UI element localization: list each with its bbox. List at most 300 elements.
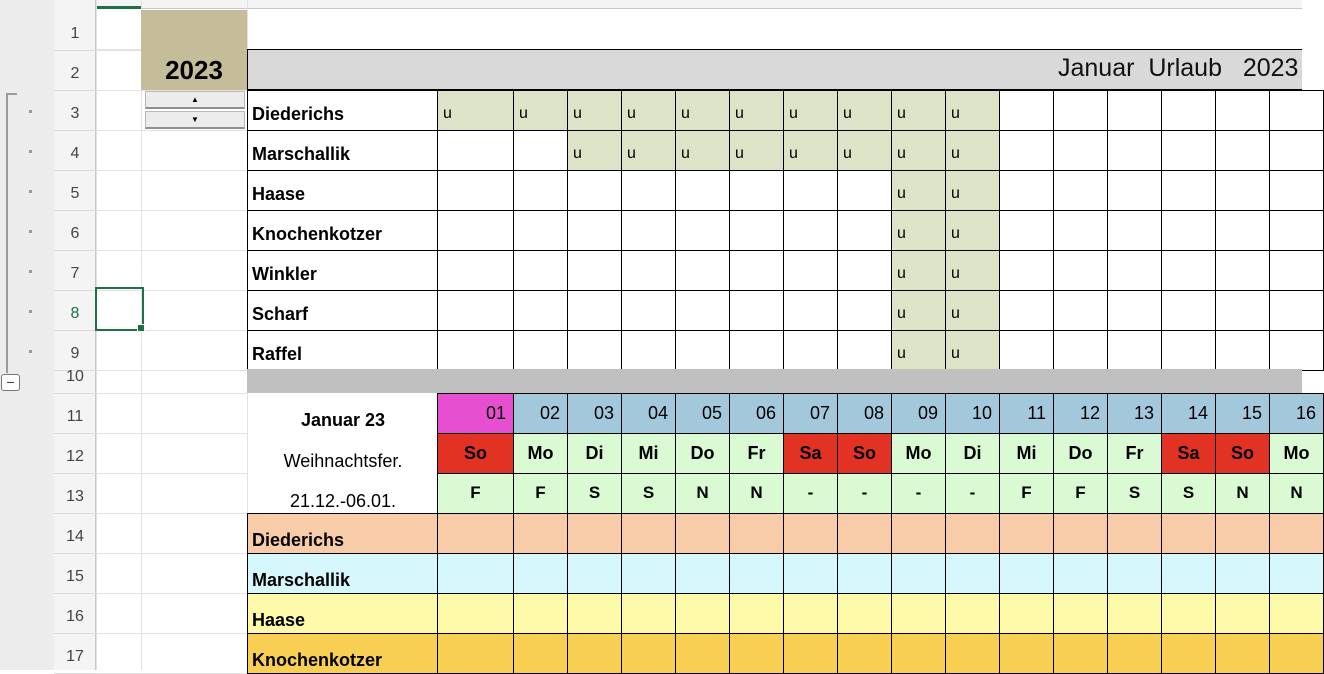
row-number: 10 <box>66 368 84 385</box>
calendar-day-number[interactable]: 14 <box>1161 393 1216 434</box>
calendar-shift[interactable]: N <box>729 473 784 514</box>
row-number-divider <box>54 330 96 331</box>
row-number: 17 <box>66 648 84 665</box>
row-number: 15 <box>66 568 84 585</box>
vacation-day-cell[interactable]: u <box>783 90 838 131</box>
vacation-day-cell[interactable] <box>1107 250 1162 291</box>
vacation-day-cell[interactable] <box>783 250 838 291</box>
vacation-day-cell[interactable]: u <box>675 130 730 171</box>
row-number: 7 <box>70 265 80 282</box>
roster-day-cell[interactable] <box>675 513 730 554</box>
calendar-weekday[interactable]: Sa <box>783 433 838 474</box>
vacation-day-cell[interactable] <box>1269 330 1324 371</box>
roster-day-cell[interactable] <box>945 633 1000 674</box>
vacation-day-cell[interactable] <box>513 210 568 251</box>
vacation-day-cell[interactable] <box>1161 130 1216 171</box>
row-number: 13 <box>66 488 84 505</box>
vacation-day-cell[interactable] <box>1215 130 1270 171</box>
vacation-day-cell[interactable]: u <box>945 90 1000 131</box>
outline-dot <box>29 190 32 193</box>
vacation-day-cell[interactable] <box>837 210 892 251</box>
roster-day-cell[interactable] <box>945 513 1000 554</box>
vacation-day-cell[interactable]: u <box>567 130 622 171</box>
calendar-shift[interactable]: - <box>945 473 1000 514</box>
vacation-day-cell[interactable]: u <box>945 210 1000 251</box>
gridline-row <box>96 473 247 474</box>
calendar-shift[interactable]: S <box>1161 473 1216 514</box>
calendar-day-number[interactable]: 03 <box>567 393 622 434</box>
vacation-day-cell[interactable] <box>1053 130 1108 171</box>
vacation-day-cell[interactable] <box>621 250 676 291</box>
vacation-day-cell[interactable] <box>437 210 514 251</box>
year-value: 2023 <box>165 55 223 85</box>
calendar-shift[interactable]: F <box>437 473 514 514</box>
vacation-day-cell[interactable] <box>729 290 784 331</box>
roster-day-cell[interactable] <box>999 633 1054 674</box>
vacation-day-cell[interactable] <box>1269 90 1324 131</box>
gridline-row <box>96 633 247 634</box>
vacation-day-cell[interactable] <box>999 130 1054 171</box>
outline-dot <box>29 230 32 233</box>
vacation-day-cell[interactable] <box>837 250 892 291</box>
row-number: 11 <box>66 408 84 425</box>
vacation-day-cell[interactable] <box>729 210 784 251</box>
vacation-day-cell[interactable] <box>1107 90 1162 131</box>
row-number: 3 <box>70 105 80 122</box>
roster-day-cell[interactable] <box>837 593 892 634</box>
section-separator <box>247 369 1302 393</box>
vacation-employee-name: Haase <box>252 184 306 204</box>
roster-day-cell[interactable] <box>729 593 784 634</box>
vacation-day-cell[interactable] <box>675 290 730 331</box>
vacation-day-cell[interactable] <box>567 210 622 251</box>
row-number-divider <box>54 633 96 634</box>
row-number-divider <box>54 473 96 474</box>
row-number-divider <box>54 593 96 594</box>
roster-day-cell[interactable] <box>1161 553 1216 594</box>
vacation-day-cell[interactable] <box>437 250 514 291</box>
vacation-day-cell[interactable] <box>1269 250 1324 291</box>
vacation-day-cell[interactable]: u <box>945 130 1000 171</box>
roster-day-cell[interactable] <box>1215 633 1270 674</box>
vacation-day-cell[interactable]: u <box>513 90 568 131</box>
gridline-row <box>96 393 247 394</box>
roster-day-cell[interactable] <box>837 513 892 554</box>
calendar-day-number[interactable]: 07 <box>783 393 838 434</box>
roster-day-cell[interactable] <box>783 553 838 594</box>
calendar-weekday[interactable]: Mo <box>513 433 568 474</box>
vacation-day-cell[interactable] <box>513 250 568 291</box>
vacation-day-cell[interactable] <box>1107 290 1162 331</box>
roster-day-cell[interactable] <box>621 633 676 674</box>
calendar-shift[interactable]: F <box>999 473 1054 514</box>
vacation-day-cell[interactable] <box>1269 130 1324 171</box>
roster-day-cell[interactable] <box>1053 553 1108 594</box>
vacation-day-cell[interactable] <box>437 290 514 331</box>
vacation-day-cell[interactable]: u <box>783 130 838 171</box>
row-number-divider <box>54 170 96 171</box>
year-spin-down-button[interactable]: ▼ <box>145 111 245 129</box>
calendar-day-number[interactable]: 13 <box>1107 393 1162 434</box>
roster-day-cell[interactable] <box>1107 593 1162 634</box>
vacation-day-cell[interactable]: u <box>891 170 946 211</box>
vacation-day-cell[interactable] <box>1053 90 1108 131</box>
vacation-day-cell[interactable] <box>567 330 622 371</box>
vacation-employee-name: Raffel <box>252 344 303 364</box>
roster-day-cell[interactable] <box>675 633 730 674</box>
calendar-shift[interactable]: N <box>1215 473 1270 514</box>
row-number: 16 <box>66 608 84 625</box>
vacation-day-cell[interactable] <box>1161 290 1216 331</box>
calendar-shift[interactable]: - <box>783 473 838 514</box>
vacation-day-cell[interactable]: u <box>729 90 784 131</box>
outline-collapse-button[interactable]: − <box>1 374 20 391</box>
roster-employee-name: Haase <box>252 610 306 630</box>
roster-day-cell[interactable] <box>1161 633 1216 674</box>
row-number-divider <box>54 513 96 514</box>
row-number: 8 <box>70 305 80 322</box>
vacation-day-cell[interactable] <box>729 330 784 371</box>
calendar-day-number[interactable]: 01 <box>437 393 514 434</box>
calendar-shift[interactable]: F <box>513 473 568 514</box>
vacation-day-cell[interactable] <box>1107 210 1162 251</box>
outline-dot <box>29 270 32 273</box>
vacation-day-cell[interactable] <box>783 210 838 251</box>
roster-day-cell[interactable] <box>567 553 622 594</box>
vacation-day-cell[interactable] <box>999 90 1054 131</box>
gridline-row <box>96 250 247 251</box>
roster-day-cell[interactable] <box>1107 553 1162 594</box>
roster-day-cell[interactable] <box>567 633 622 674</box>
gridline-col <box>96 0 97 670</box>
outline-dot <box>29 150 32 153</box>
roster-day-cell[interactable] <box>783 593 838 634</box>
calendar-weekday[interactable]: Do <box>675 433 730 474</box>
vacation-day-cell[interactable] <box>1107 170 1162 211</box>
roster-day-cell[interactable] <box>945 593 1000 634</box>
row-number-divider <box>54 90 96 91</box>
vacation-day-cell[interactable] <box>999 330 1054 371</box>
selected-column-indicator <box>96 6 141 9</box>
vacation-day-cell[interactable] <box>621 330 676 371</box>
vacation-day-cell[interactable]: u <box>891 330 946 371</box>
gridline-row <box>96 210 247 211</box>
vacation-day-cell[interactable] <box>513 330 568 371</box>
calendar-weekday[interactable]: Fr <box>1107 433 1162 474</box>
row-number: 1 <box>70 25 80 42</box>
vacation-day-cell[interactable] <box>675 330 730 371</box>
vacation-day-cell[interactable] <box>675 250 730 291</box>
calendar-shift[interactable]: N <box>1269 473 1324 514</box>
vacation-day-cell[interactable] <box>783 290 838 331</box>
calendar-weekday[interactable]: So <box>437 433 514 474</box>
calendar-day-number[interactable]: 02 <box>513 393 568 434</box>
roster-day-cell[interactable] <box>945 553 1000 594</box>
gridline-row <box>96 433 247 434</box>
roster-day-cell[interactable] <box>621 593 676 634</box>
vacation-employee-name: Winkler <box>252 264 317 284</box>
vacation-day-cell[interactable] <box>1053 170 1108 211</box>
roster-day-cell[interactable] <box>1161 513 1216 554</box>
calendar-weekday[interactable]: Mo <box>891 433 946 474</box>
roster-day-cell[interactable] <box>437 553 514 594</box>
gridline-row <box>96 170 247 171</box>
roster-day-cell[interactable] <box>1269 593 1324 634</box>
vacation-day-cell[interactable] <box>1161 90 1216 131</box>
vacation-day-cell[interactable] <box>621 210 676 251</box>
vacation-day-cell[interactable] <box>1053 250 1108 291</box>
vacation-day-cell[interactable] <box>999 290 1054 331</box>
roster-day-cell[interactable] <box>783 513 838 554</box>
vacation-day-cell[interactable] <box>1161 330 1216 371</box>
vacation-day-cell[interactable] <box>837 330 892 371</box>
calendar-weekday[interactable]: Di <box>945 433 1000 474</box>
vacation-day-cell[interactable]: u <box>891 90 946 131</box>
outline-group-bracket[interactable] <box>6 93 17 373</box>
vacation-day-cell[interactable]: u <box>891 250 946 291</box>
roster-day-cell[interactable] <box>1053 593 1108 634</box>
roster-day-cell[interactable] <box>1215 553 1270 594</box>
calendar-weekday[interactable]: Mo <box>1269 433 1324 474</box>
roster-day-cell[interactable] <box>513 593 568 634</box>
vacation-day-cell[interactable] <box>675 210 730 251</box>
calendar-day-number[interactable]: 10 <box>945 393 1000 434</box>
vacation-day-cell[interactable]: u <box>891 130 946 171</box>
calendar-weekday[interactable]: Fr <box>729 433 784 474</box>
vacation-day-cell[interactable] <box>999 210 1054 251</box>
year-spin-up-button[interactable]: ▲ <box>145 91 245 109</box>
gridline-row <box>96 553 247 554</box>
roster-employee-name: Marschallik <box>252 570 351 590</box>
vacation-day-cell[interactable] <box>567 290 622 331</box>
outline-dot <box>29 350 32 353</box>
calendar-shift[interactable]: S <box>567 473 622 514</box>
row-number: 2 <box>70 65 80 82</box>
roster-day-cell[interactable] <box>891 593 946 634</box>
vacation-day-cell[interactable] <box>1053 290 1108 331</box>
row-number-divider <box>54 290 96 291</box>
roster-day-cell[interactable] <box>513 633 568 674</box>
vacation-day-cell[interactable] <box>513 130 568 171</box>
vacation-day-cell[interactable] <box>837 290 892 331</box>
vacation-day-cell[interactable]: u <box>945 290 1000 331</box>
vacation-day-cell[interactable] <box>999 170 1054 211</box>
calendar-shift[interactable]: S <box>621 473 676 514</box>
roster-day-cell[interactable] <box>729 633 784 674</box>
calendar-day-number[interactable]: 08 <box>837 393 892 434</box>
vacation-day-cell[interactable]: u <box>621 90 676 131</box>
calendar-weekday[interactable]: So <box>837 433 892 474</box>
calendar-shift[interactable]: - <box>891 473 946 514</box>
month-title: Januar Urlaub 2023 <box>1058 54 1299 82</box>
fill-handle[interactable] <box>137 324 145 332</box>
vacation-day-cell[interactable] <box>1215 250 1270 291</box>
roster-day-cell[interactable] <box>729 513 784 554</box>
vacation-day-cell[interactable] <box>1053 330 1108 371</box>
holiday-label: Weihnachtsfer. <box>283 451 403 471</box>
vacation-day-cell[interactable] <box>783 330 838 371</box>
row-number: 12 <box>66 448 84 465</box>
vacation-day-cell[interactable] <box>783 170 838 211</box>
row-number-divider <box>54 250 96 251</box>
vacation-day-cell[interactable] <box>999 250 1054 291</box>
calendar-shift[interactable]: F <box>1053 473 1108 514</box>
vacation-day-cell[interactable] <box>567 250 622 291</box>
vacation-day-cell[interactable] <box>729 170 784 211</box>
vacation-day-cell[interactable]: u <box>837 130 892 171</box>
vacation-day-cell[interactable]: u <box>567 90 622 131</box>
roster-day-cell[interactable] <box>621 553 676 594</box>
vacation-day-cell[interactable] <box>837 170 892 211</box>
calendar-weekday[interactable]: Mi <box>999 433 1054 474</box>
calendar-weekday[interactable]: Sa <box>1161 433 1216 474</box>
roster-day-cell[interactable] <box>567 593 622 634</box>
vacation-day-cell[interactable]: u <box>945 330 1000 371</box>
calendar-day-number[interactable]: 12 <box>1053 393 1108 434</box>
roster-day-cell[interactable] <box>1053 633 1108 674</box>
vacation-day-cell[interactable] <box>1215 90 1270 131</box>
vacation-day-cell[interactable]: u <box>675 90 730 131</box>
calendar-weekday[interactable]: Mi <box>621 433 676 474</box>
vacation-day-cell[interactable] <box>1107 330 1162 371</box>
row-number-divider <box>54 433 96 434</box>
calendar-weekday[interactable]: Do <box>1053 433 1108 474</box>
vacation-day-cell[interactable] <box>729 250 784 291</box>
vacation-day-cell[interactable] <box>513 170 568 211</box>
roster-day-cell[interactable] <box>999 513 1054 554</box>
vacation-day-cell[interactable] <box>513 290 568 331</box>
vacation-day-cell[interactable] <box>437 170 514 211</box>
roster-day-cell[interactable] <box>513 513 568 554</box>
row-number-divider <box>54 553 96 554</box>
vacation-day-cell[interactable] <box>1161 210 1216 251</box>
row-number-divider <box>54 130 96 131</box>
vacation-day-cell[interactable] <box>567 170 622 211</box>
holiday-range: 21.12.-06.01. <box>289 491 397 511</box>
vacation-day-cell[interactable]: u <box>891 210 946 251</box>
row-number-divider <box>54 210 96 211</box>
roster-day-cell[interactable] <box>891 633 946 674</box>
vacation-day-cell[interactable] <box>1215 330 1270 371</box>
vacation-day-cell[interactable]: u <box>945 170 1000 211</box>
vacation-day-cell[interactable]: u <box>621 130 676 171</box>
roster-day-cell[interactable] <box>1161 593 1216 634</box>
vacation-day-cell[interactable]: u <box>891 290 946 331</box>
calendar-day-number[interactable]: 05 <box>675 393 730 434</box>
vacation-employee-name: Marschallik <box>252 144 351 164</box>
roster-day-cell[interactable] <box>1107 633 1162 674</box>
calendar-shift[interactable]: - <box>837 473 892 514</box>
vacation-day-cell[interactable] <box>437 130 514 171</box>
vacation-day-cell[interactable]: u <box>729 130 784 171</box>
roster-day-cell[interactable] <box>729 553 784 594</box>
row-number-divider <box>54 393 96 394</box>
vacation-day-cell[interactable] <box>621 290 676 331</box>
outline-dot <box>29 110 32 113</box>
vacation-day-cell[interactable]: u <box>945 250 1000 291</box>
roster-day-cell[interactable] <box>1269 633 1324 674</box>
roster-day-cell[interactable] <box>1269 513 1324 554</box>
vacation-day-cell[interactable] <box>1215 210 1270 251</box>
vacation-day-cell[interactable] <box>1269 290 1324 331</box>
calendar-day-number[interactable]: 06 <box>729 393 784 434</box>
vacation-day-cell[interactable] <box>1269 210 1324 251</box>
vacation-day-cell[interactable] <box>675 170 730 211</box>
gridline-row <box>96 593 247 594</box>
roster-day-cell[interactable] <box>783 633 838 674</box>
roster-day-cell[interactable] <box>1107 513 1162 554</box>
calendar-weekday[interactable]: So <box>1215 433 1270 474</box>
roster-day-cell[interactable] <box>1215 513 1270 554</box>
vacation-day-cell[interactable] <box>1269 170 1324 211</box>
gridline-row <box>96 370 247 371</box>
vacation-day-cell[interactable] <box>1215 170 1270 211</box>
vacation-employee-name: Scharf <box>252 304 309 324</box>
vacation-day-cell[interactable]: u <box>837 90 892 131</box>
roster-day-cell[interactable] <box>437 593 514 634</box>
vacation-day-cell[interactable] <box>621 170 676 211</box>
roster-employee-name: Knochenkotzer <box>252 650 383 670</box>
gridline-row <box>96 130 247 131</box>
roster-employee-name: Diederichs <box>252 530 345 550</box>
calendar-day-number[interactable]: 15 <box>1215 393 1270 434</box>
calendar-month-label: Januar 23 <box>300 410 386 430</box>
vacation-day-cell[interactable] <box>1161 170 1216 211</box>
roster-day-cell[interactable] <box>891 513 946 554</box>
calendar-weekday[interactable]: Di <box>567 433 622 474</box>
row-number: 14 <box>66 528 84 545</box>
row-number-divider <box>54 50 96 51</box>
outline-dot <box>29 310 32 313</box>
roster-day-cell[interactable] <box>675 593 730 634</box>
calendar-day-number[interactable]: 16 <box>1269 393 1324 434</box>
roster-day-cell[interactable] <box>1053 513 1108 554</box>
roster-day-cell[interactable] <box>1215 593 1270 634</box>
vacation-day-cell[interactable] <box>1053 210 1108 251</box>
roster-day-cell[interactable] <box>837 553 892 594</box>
calendar-day-number[interactable]: 04 <box>621 393 676 434</box>
roster-day-cell[interactable] <box>999 553 1054 594</box>
calendar-shift[interactable]: N <box>675 473 730 514</box>
vacation-day-cell[interactable] <box>437 330 514 371</box>
roster-day-cell[interactable] <box>837 633 892 674</box>
calendar-day-number[interactable]: 09 <box>891 393 946 434</box>
calendar-day-number[interactable]: 11 <box>999 393 1054 434</box>
gridline-col <box>141 0 142 670</box>
roster-day-cell[interactable] <box>567 513 622 554</box>
roster-day-cell[interactable] <box>1269 553 1324 594</box>
vacation-day-cell[interactable]: u <box>437 90 514 131</box>
row-number: 6 <box>70 225 80 242</box>
roster-day-cell[interactable] <box>437 633 514 674</box>
vacation-day-cell[interactable] <box>1215 290 1270 331</box>
roster-day-cell[interactable] <box>999 593 1054 634</box>
row-number: 4 <box>70 145 80 162</box>
column-header-strip <box>96 0 1302 9</box>
roster-day-cell[interactable] <box>437 513 514 554</box>
roster-day-cell[interactable] <box>513 553 568 594</box>
vacation-employee-name: Diederichs <box>252 104 345 124</box>
vacation-day-cell[interactable] <box>1161 250 1216 291</box>
roster-day-cell[interactable] <box>891 553 946 594</box>
vacation-day-cell[interactable] <box>1107 130 1162 171</box>
roster-day-cell[interactable] <box>675 553 730 594</box>
roster-day-cell[interactable] <box>621 513 676 554</box>
calendar-shift[interactable]: S <box>1107 473 1162 514</box>
row-number: 5 <box>70 185 80 202</box>
gridline-row <box>96 513 247 514</box>
row-number: 9 <box>70 345 80 362</box>
